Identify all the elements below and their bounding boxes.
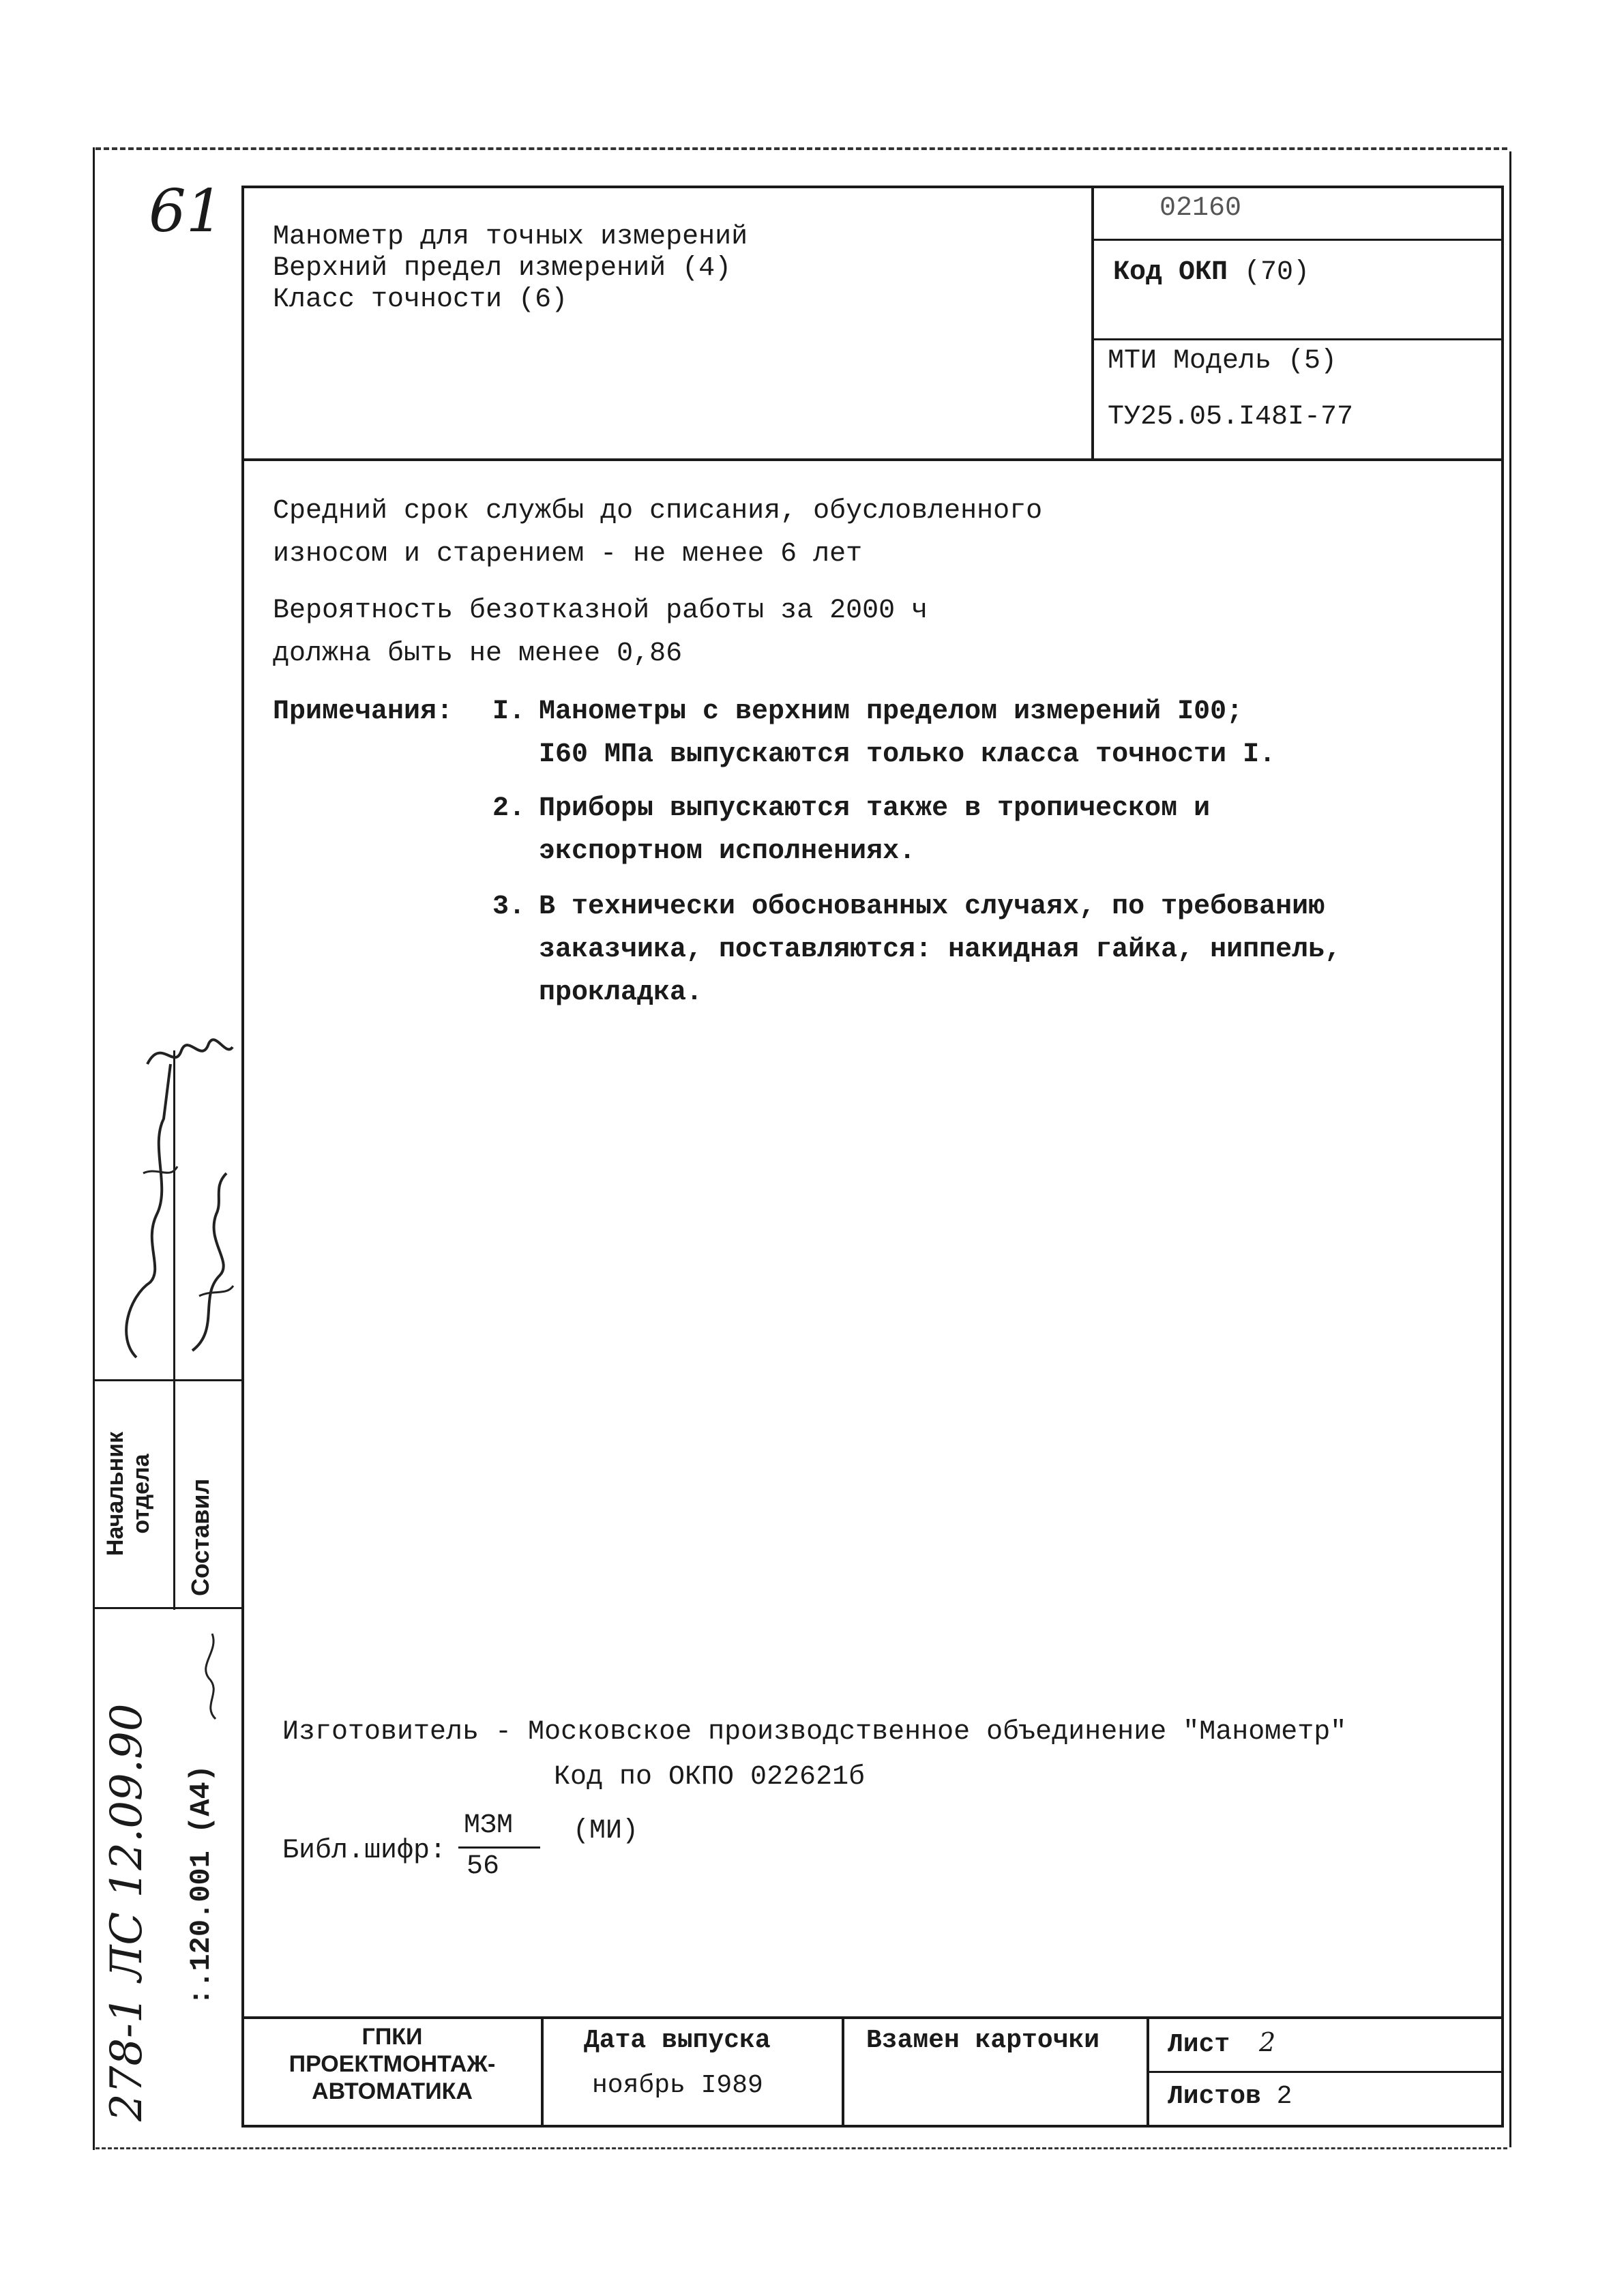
footer-org-line-2: ПРОЕКТМОНТАЖ-: [289, 2051, 496, 2077]
bibl-label: Библ.шифр:: [282, 1836, 447, 1866]
header-vertical-divider: [1091, 186, 1094, 460]
outer-border-bottom: [95, 2147, 1507, 2149]
footer-org: [244, 2023, 540, 2105]
service-life-line-2: износом и старением - не менее 6 лет: [273, 539, 863, 570]
bibl-fraction-line: [458, 1846, 540, 1849]
note-1-line-1: Манометры с верхним пределом измерений I00;: [539, 696, 1243, 727]
note-2-line-1: Приборы выпускаются также в тропическом и: [539, 793, 1211, 824]
service-life-line-1: Средний срок службы до списания, обусловленного: [273, 496, 1043, 527]
sheets-cell: [1168, 2078, 1292, 2116]
bibl-top: МЗМ: [464, 1810, 514, 1841]
sheet-value: 2: [1259, 2027, 1276, 2057]
header-title-line-1: Манометр для точных измерений: [273, 222, 748, 252]
header-code-line: [1091, 239, 1503, 241]
okp-value: (70): [1244, 257, 1310, 288]
note-1-number: I.: [492, 696, 526, 727]
signature-top: [141, 1023, 236, 1085]
model-label: МТИ Модель (5): [1108, 346, 1337, 377]
note-3-line-3: прокладка.: [539, 977, 703, 1008]
sheet-cell: [1168, 2023, 1275, 2064]
margin-handwritten-note: 278-1 ЛС 12.09.90: [102, 1703, 152, 2121]
manufacturer-line: Изготовитель - Московское производственное объединение "Манометр": [282, 1717, 1347, 1748]
replace-label: Взамен карточки: [866, 2026, 1100, 2055]
date-label: Дата выпуска: [584, 2026, 771, 2055]
okp-code: [1113, 252, 1310, 293]
footer-divider-1: [541, 2016, 544, 2126]
notes-label: Примечания:: [273, 696, 454, 727]
sheets-value: 2: [1276, 2082, 1292, 2111]
margin-doc-code: :.120.001 (А4): [185, 1765, 218, 2005]
note-1-line-2: I60 МПа выпускаются только класса точности I.: [539, 739, 1276, 770]
sheets-label: Листов: [1168, 2082, 1261, 2111]
margin-compiler-label: Составил: [186, 1478, 214, 1596]
footer-org-line-3: АВТОМАТИКА: [312, 2078, 473, 2104]
note-3-number: 3.: [492, 892, 526, 922]
reliability-line-2: должна быть не менее 0,86: [273, 638, 683, 669]
note-2-line-2: экспортном исполнениях.: [539, 836, 916, 867]
bibl-paren: (МИ): [573, 1816, 639, 1846]
frame-right: [1501, 186, 1504, 2128]
sheet-label: Лист: [1168, 2030, 1230, 2059]
reliability-line-1: Вероятность безотказной работы за 2000 ч: [273, 595, 928, 626]
frame-top: [243, 186, 1504, 188]
footer-top-line: [243, 2016, 1504, 2019]
note-3-line-1: В технически обоснованных случаях, по требованию: [539, 892, 1325, 922]
page-number: 61: [149, 177, 224, 246]
note-3-line-2: заказчика, поставляются: накидная гайка, ниппель,: [539, 934, 1342, 965]
bibl-bottom: 56: [467, 1851, 500, 1882]
tu-label: ТУ25.05.I48I-77: [1108, 402, 1354, 432]
note-2-number: 2.: [492, 793, 526, 824]
margin-chief-label: Начальник отдела: [102, 1431, 154, 1557]
date-value: ноябрь I989: [592, 2071, 763, 2100]
signature-compiler: [179, 1160, 240, 1364]
footer-org-line-1: ГПКИ: [361, 2024, 423, 2050]
okp-label: Код ОКП: [1113, 257, 1228, 288]
outer-border-top: [95, 147, 1507, 150]
frame-left: [241, 186, 244, 2128]
header-title-line-3: Класс точности (6): [273, 284, 568, 315]
frame-bottom: [243, 2125, 1504, 2128]
header-okp-line: [1091, 338, 1503, 340]
margin-stamp-bottom: [93, 1607, 243, 1609]
outer-border-right: [1509, 151, 1511, 2147]
footer-sheet-line: [1147, 2071, 1503, 2073]
header-title-line-2: Верхний предел измерений (4): [273, 253, 732, 284]
code-number: 02160: [1159, 193, 1242, 224]
okpo-code: Код по ОКПО 022621б: [554, 1762, 866, 1793]
header-bottom-line: [243, 458, 1504, 461]
footer-divider-2: [842, 2016, 844, 2126]
outer-border-left: [93, 147, 95, 2150]
margin-stamp-top: [93, 1379, 243, 1381]
margin-initials: [188, 1623, 236, 1726]
